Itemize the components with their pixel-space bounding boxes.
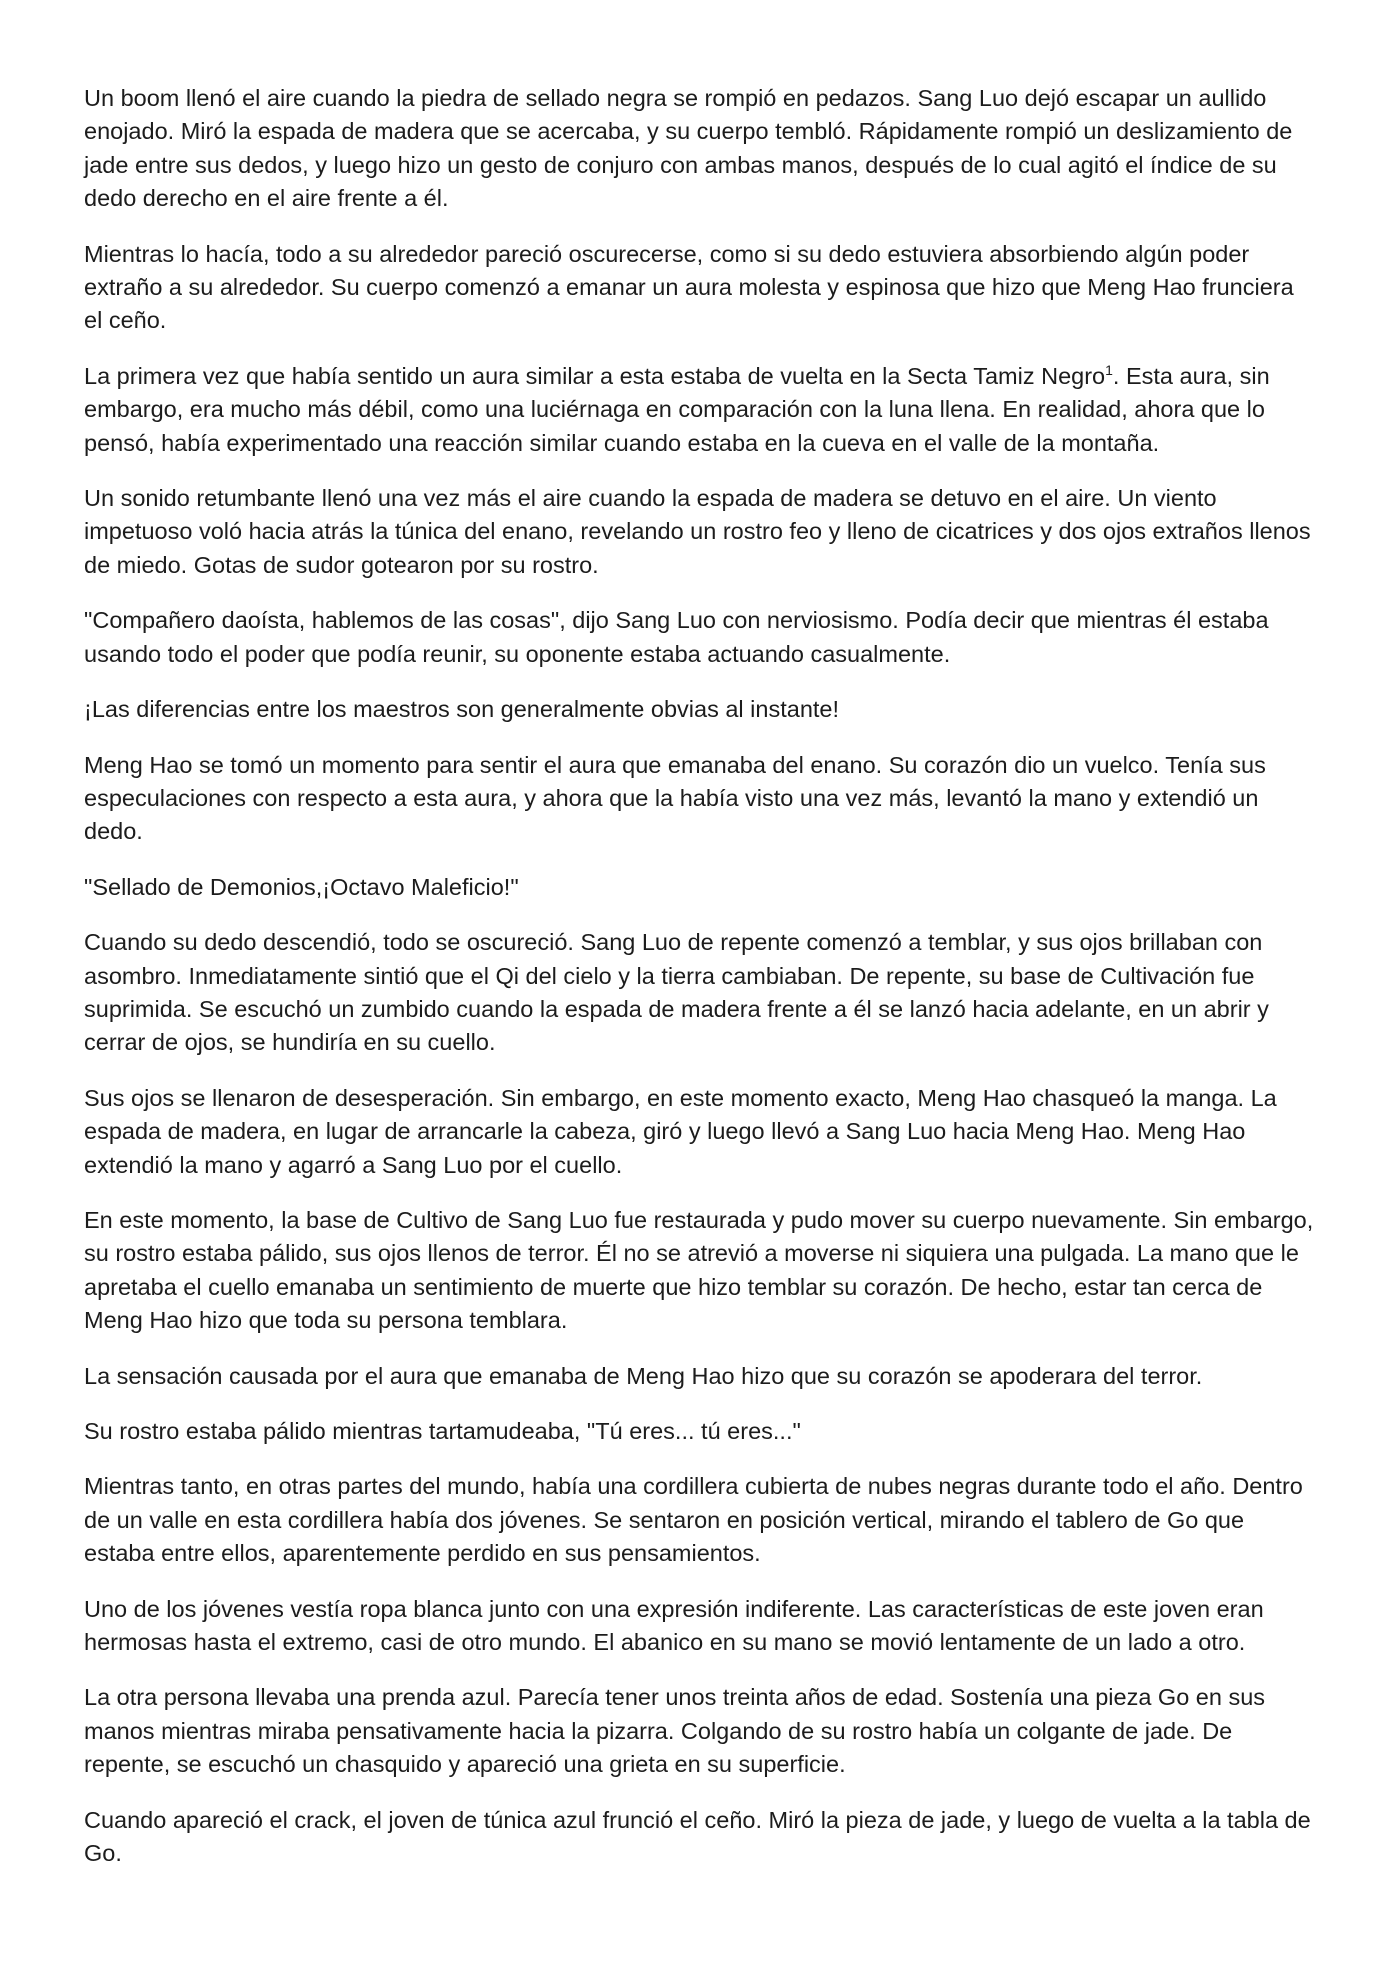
paragraph-text-continuation: . Esta aura, sin embargo, era mucho más débil, como una luciérnaga en comparación con la luna llena. En realidad, ahora que lo pensó, había experimentado una reacción similar cuando estaba en la cueva en el valle de la montaña. (84, 362, 1270, 456)
paragraph: Un sonido retumbante llenó una vez más el aire cuando la espada de madera se detuvo en el aire. Un viento impetuoso voló hacia atrás la túnica del enano, revelando un rostro feo y lleno de cicatrices y dos ojos extraños llenos de miedo. Gotas de sudor gotearon por su rostro. (84, 485, 1311, 578)
paragraph: "Sellado de Demonios,¡Octavo Maleficio!" (84, 873, 519, 900)
paragraph: La sensación causada por el aura que emanaba de Meng Hao hizo que su corazón se apoderara del terror. (84, 1362, 1203, 1389)
paragraph-text: La primera vez que había sentido un aura similar a esta estaba de vuelta en la Secta Tamiz Negro (84, 362, 1106, 389)
paragraph: Uno de los jóvenes vestía ropa blanca junto con una expresión indiferente. Las características de este joven eran hermosas hasta el extremo, casi de otro mundo. El abanico en su mano se movió lentamente de un lado a otro. (84, 1595, 1264, 1656)
paragraph: "Compañero daoísta, hablemos de las cosas", dijo Sang Luo con nerviosismo. Podía decir que mientras él estaba usando todo el poder que podía reunir, su oponente estaba actuando casualmente. (84, 607, 1269, 667)
paragraph: ¡Las diferencias entre los maestros son generalmente obvias al instante! (84, 696, 840, 723)
paragraph: En este momento, la base de Cultivo de Sang Luo fue restaurada y pudo mover su cuerpo nuevamente. Sin embargo, su rostro estaba pálido, sus ojos llenos de terror. Él no se atrevió a moverse ni siquiera una pulgada. La mano que le apretaba el cuello emanaba un sentimiento de muerte que hizo temblar su corazón. De hecho, estar tan cerca de Meng Hao hizo que toda su persona temblara. (84, 1206, 1314, 1334)
paragraph: Cuando su dedo descendió, todo se oscureció. Sang Luo de repente comenzó a temblar, y sus ojos brillaban con asombro. Inmediatamente sintió que el Qi del cielo y la tierra cambiaban. De repente, su base de Cultivación fue suprimida. Se escuchó un zumbido cuando la espada de madera frente a él se lanzó hacia adelante, en un abrir y cerrar de ojos, se hundiría en su cuello. (84, 929, 1269, 1056)
paragraph: Mientras lo hacía, todo a su alrededor pareció oscurecerse, como si su dedo estuviera absorbiendo algún poder extraño a su alrededor. Su cuerpo comenzó a emanar un aura molesta y espinosa que hizo que Meng Hao frunciera el ceño. (84, 240, 1294, 334)
paragraph: Su rostro estaba pálido mientras tartamudeaba, "Tú eres... tú eres..." (84, 1418, 801, 1444)
paragraph: Cuando apareció el crack, el joven de túnica azul frunció el ceño. Miró la pieza de jade, y luego de vuelta a la tabla de Go. (84, 1806, 1311, 1867)
paragraph: Sus ojos se llenaron de desesperación. Sin embargo, en este momento exacto, Meng Hao chasqueó la manga. La espada de madera, en lugar de arrancarle la cabeza, giró y luego llevó a Sang Luo hacia Meng Hao. Meng Hao extendió la mano y agarró a Sang Luo por el cuello. (84, 1084, 1277, 1178)
footnote-marker: 1 (1105, 362, 1113, 379)
paragraph (84, 360, 1316, 460)
paragraph: La otra persona llevaba una prenda azul. Parecía tener unos treinta años de edad. Sostenía una pieza Go en sus manos mientras miraba pensativamente hacia la pizarra. Colgando de su rostro había un colgante de jade. De repente, se escuchó un chasquido y apareció una grieta en su superficie. (84, 1684, 1266, 1778)
paragraph: Meng Hao se tomó un momento para sentir el aura que emanaba del enano. Su corazón dio un vuelco. Tenía sus especulaciones con respecto a esta aura, y ahora que la había visto una vez más, levantó la mano y extendió un dedo. (84, 751, 1266, 845)
paragraph: Un boom llenó el aire cuando la piedra de sellado negra se rompió en pedazos. Sang Luo dejó escapar un aullido enojado. Miró la espada de madera que se acercaba, y su cuerpo tembló. Rápidamente rompió un deslizamiento de jade entre sus dedos, y luego hizo un gesto de conjuro con ambas manos, después de lo cual agitó el índice de su dedo derecho en el aire frente a él. (84, 85, 1293, 212)
document-page (84, 82, 1316, 1892)
paragraph: Mientras tanto, en otras partes del mundo, había una cordillera cubierta de nubes negras durante todo el año. Dentro de un valle en esta cordillera había dos jóvenes. Se sentaron en posición vertical, mirando el tablero de Go que estaba entre ellos, aparentemente perdido en sus pensamientos. (84, 1473, 1303, 1567)
